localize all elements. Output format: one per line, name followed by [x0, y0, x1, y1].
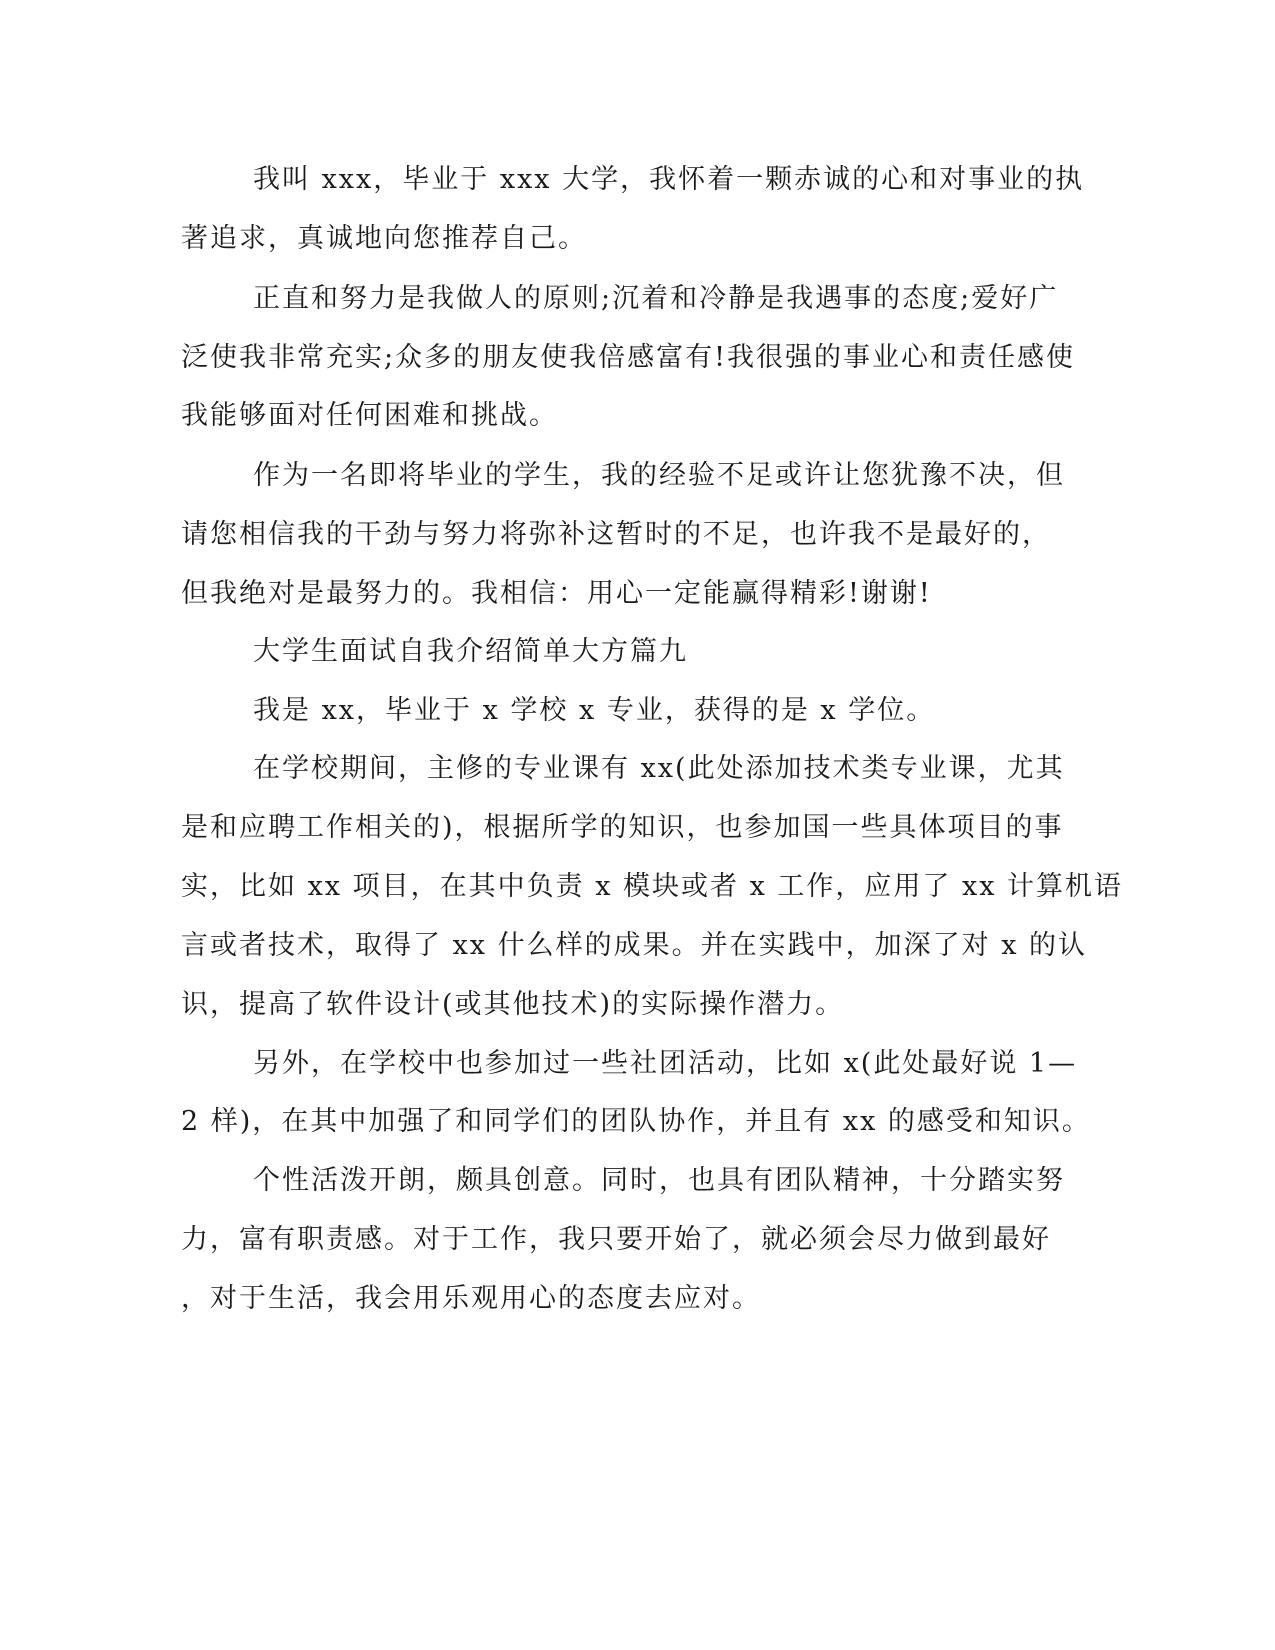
text-line: 著追求，真诚地向您推荐自己。	[181, 223, 587, 254]
section-heading: 大学生面试自我介绍简单大方篇九	[253, 636, 688, 667]
text-line: 2 样)，在其中加强了和同学们的团队协作，并且有 xx 的感受和知识。	[181, 1106, 1091, 1137]
text-line: 我叫 xxx，毕业于 xxx 大学，我怀着一颗赤诚的心和对事业的执	[253, 164, 1085, 195]
text-line: 我能够面对任何困难和挑战。	[181, 400, 558, 431]
text-line: 是和应聘工作相关的)，根据所学的知识，也参加国一些具体项目的事	[181, 812, 1064, 843]
text-line: 另外，在学校中也参加过一些社团活动，比如 x(此处最好说 1—	[253, 1048, 1078, 1079]
text-line: 实，比如 xx 项目，在其中负责 x 模块或者 x 工作，应用了 xx 计算机语	[181, 871, 1124, 902]
text-line: 泛使我非常充实;众多的朋友使我倍感富有!我很强的事业心和责任感使	[181, 342, 1075, 373]
text-line: ，对于生活，我会用乐观用心的态度去应对。	[181, 1283, 761, 1314]
text-line: 个性活泼开朗，颇具创意。同时，也具有团队精神，十分踏实努	[253, 1165, 1065, 1196]
text-line: 言或者技术，取得了 xx 什么样的成果。并在实践中，加深了对 x 的认	[181, 930, 1088, 961]
text-line: 力，富有职责感。对于工作，我只要开始了，就必须会尽力做到最好	[181, 1224, 1051, 1255]
text-line: 但我绝对是最努力的。我相信：用心一定能赢得精彩!谢谢!	[181, 578, 932, 609]
text-line: 我是 xx，毕业于 x 学校 x 专业，获得的是 x 学位。	[253, 695, 936, 726]
text-line: 作为一名即将毕业的学生，我的经验不足或许让您犹豫不决，但	[253, 460, 1065, 491]
text-line: 请您相信我的干劲与努力将弥补这暂时的不足，也许我不是最好的，	[181, 519, 1051, 550]
text-line: 正直和努力是我做人的原则;沉着和冷静是我遇事的态度;爱好广	[253, 283, 1059, 314]
text-line: 在学校期间，主修的专业课有 xx(此处添加技术类专业课，尤其	[253, 753, 1065, 784]
text-line: 识，提高了软件设计(或其他技术)的实际操作潜力。	[181, 989, 845, 1020]
